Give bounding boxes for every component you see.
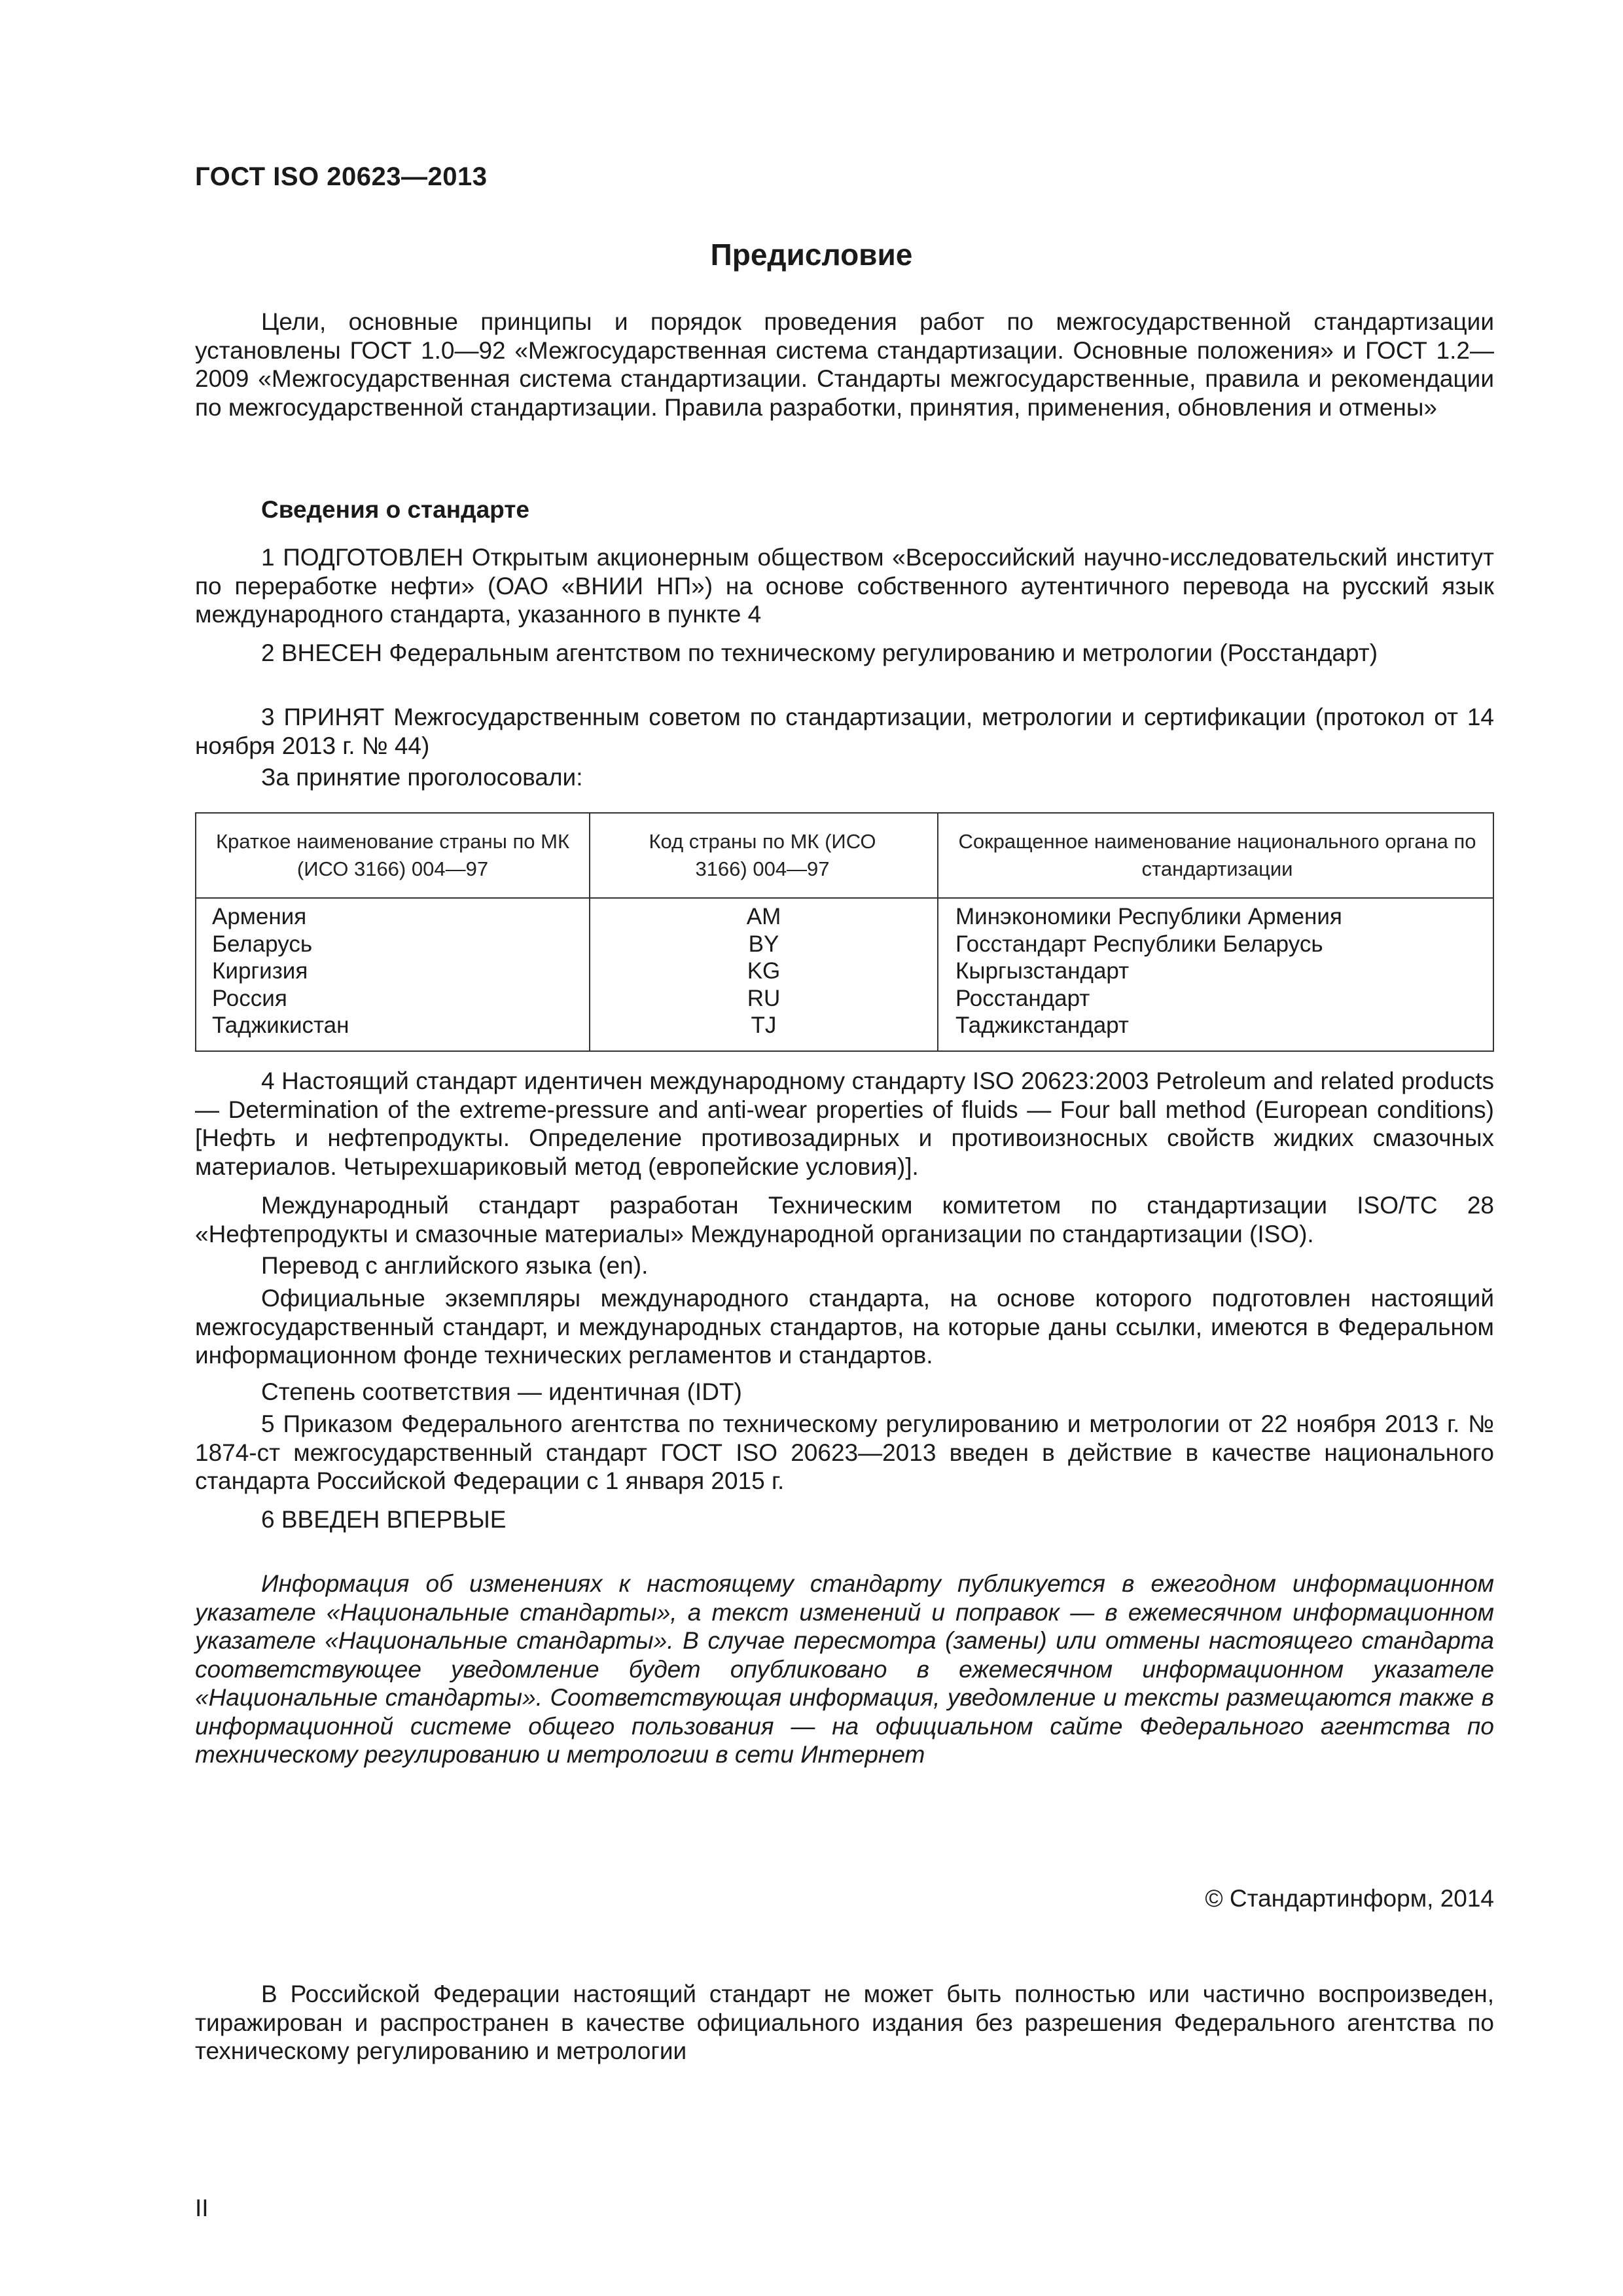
amendments-notice: Информация об изменениях к настоящему стандарту публикуется в ежегодном информационном указателе «Национальные стандарты», а текст изменений и поправок — в ежемесячном информационном указателе «Национальные стандарты». В случае пересмотра (замены) или отмены настоящего стандарта соответствующее уведомление будет опубликовано в ежемесячном информационном указателе «Национальные стандарты». Соответствующая информация, уведомление и тексты размещаются также в информационной системе общего пользования — на официальном сайте Федерального агентства по техническому регулированию и метрологии в сети Интернет: [195, 1570, 1494, 1768]
table-cell: BY: [748, 931, 779, 957]
table-cell: Таджикистан: [212, 1013, 349, 1038]
voting-table: [195, 812, 1494, 1052]
table-cell: AM: [746, 904, 781, 929]
page-number: II: [195, 2195, 209, 2221]
table-cell: KG: [747, 958, 781, 984]
table-header-country: Краткое наименование страны по МК (ИСО 3166) 004—97: [215, 830, 570, 880]
table-cell: Кыргызстандарт: [955, 958, 1130, 984]
item-3-adopted: 3 ПРИНЯТ Межгосударственным советом по стандартизации, метрологии и сертификации (протокол от 14 ноября 2013 г. № 44): [195, 704, 1494, 759]
table-column-body: [955, 903, 1342, 1039]
table-cell: TJ: [751, 1013, 777, 1038]
section-heading: Сведения о стандарте: [261, 496, 529, 523]
item-6-first-introduced: 6 ВВЕДЕН ВПЕРВЫЕ: [261, 1506, 507, 1533]
table-cell: Минэкономики Республики Армения: [955, 904, 1342, 929]
table-cell: Россия: [212, 985, 287, 1011]
standard-code: ГОСТ ISO 20623—2013: [195, 162, 488, 191]
item-4-conformity: Степень соответствия — идентичная (IDT): [261, 1378, 742, 1405]
voted-label: За принятие проголосовали:: [261, 764, 583, 791]
table-cell: Госстандарт Республики Беларусь: [955, 931, 1323, 957]
item-4-committee: Международный стандарт разработан Техническим комитетом по стандартизации ISO/TC 28 «Нефтепродукты и смазочные материалы» Международной организации по стандартизации (ISO).: [195, 1192, 1494, 1247]
table-cell: Таджикстандарт: [955, 1013, 1129, 1038]
table-header-body: Сокращенное наименование национального органа по стандартизации: [958, 830, 1476, 880]
table-cell: Киргизия: [212, 958, 308, 984]
item-4-official-copies: Официальные экземпляры международного стандарта, на основе которого подготовлен настоящий межгосударственный стандарт, и международных стандартов, на которые даны ссылки, имеются в Федеральном информационном фонде технических регламентов и стандартов.: [195, 1285, 1494, 1369]
table-cell: Росстандарт: [955, 985, 1090, 1011]
intro-paragraph: Цели, основные принципы и порядок проведения работ по межгосударственной стандартизации установлены ГОСТ 1.0—92 «Межгосударственная система стандартизации. Основные положения» и ГОСТ 1.2—2009 «Межгосударственная система стандартизации. Стандарты межгосударственные, правила и рекомендации по межгосударственной стандартизации. Правила разработки, принятия, применения, обновления и отмены»: [195, 308, 1494, 421]
copyright-notice: © Стандартинформ, 2014: [1205, 1885, 1494, 1912]
item-4-identity: 4 Настоящий стандарт идентичен международному стандарту ISO 20623:2003 Petroleum and related products — Determination of the extreme-pressure and anti-wear properties of fluids — Four ball method (European conditions) [Нефть и нефтепродукты. Определение противозадирных и противоизносных свойств жидких смазочных материалов. Четырехшариковый метод (европейские условия)].: [195, 1067, 1494, 1180]
legal-notice: В Российской Федерации настоящий стандарт не может быть полностью или частично воспроизведен, тиражирован и распространен в качестве официального издания без разрешения Федерального агентства по техническому регулированию и метрологии: [195, 1981, 1494, 2064]
table-cell: RU: [747, 985, 781, 1011]
table-cell: Армения: [212, 904, 307, 929]
item-5-order: 5 Приказом Федерального агентства по техническому регулированию и метрологии от 22 ноября 2013 г. № 1874-ст межгосударственный стандарт ГОСТ ISO 20623—2013 введен в действие в качестве национального стандарта Российской Федерации с 1 января 2015 г.: [195, 1410, 1494, 1494]
table-header-code: Код страны по МК (ИСО 3166) 004—97: [649, 830, 876, 880]
table-divider: [937, 814, 938, 1050]
table-divider: [196, 897, 1493, 899]
table-cell: Беларусь: [212, 931, 313, 957]
page-title: Предисловие: [710, 238, 913, 272]
table-column-code: [590, 903, 937, 1039]
item-4-translation: Перевод с английского языка (en).: [261, 1252, 649, 1279]
item-2-submitted: 2 ВНЕСЕН Федеральным агентством по техническому регулированию и метрологии (Росстандарт): [261, 639, 1378, 666]
table-column-country: [212, 903, 349, 1039]
item-1-prepared: 1 ПОДГОТОВЛЕН Открытым акционерным обществом «Всероссийский научно-исследовательский институт по переработке нефти» (ОАО «ВНИИ НП») на основе собственного аутентичного перевода на русский язык международного стандарта, указанного в пункте 4: [195, 544, 1494, 628]
